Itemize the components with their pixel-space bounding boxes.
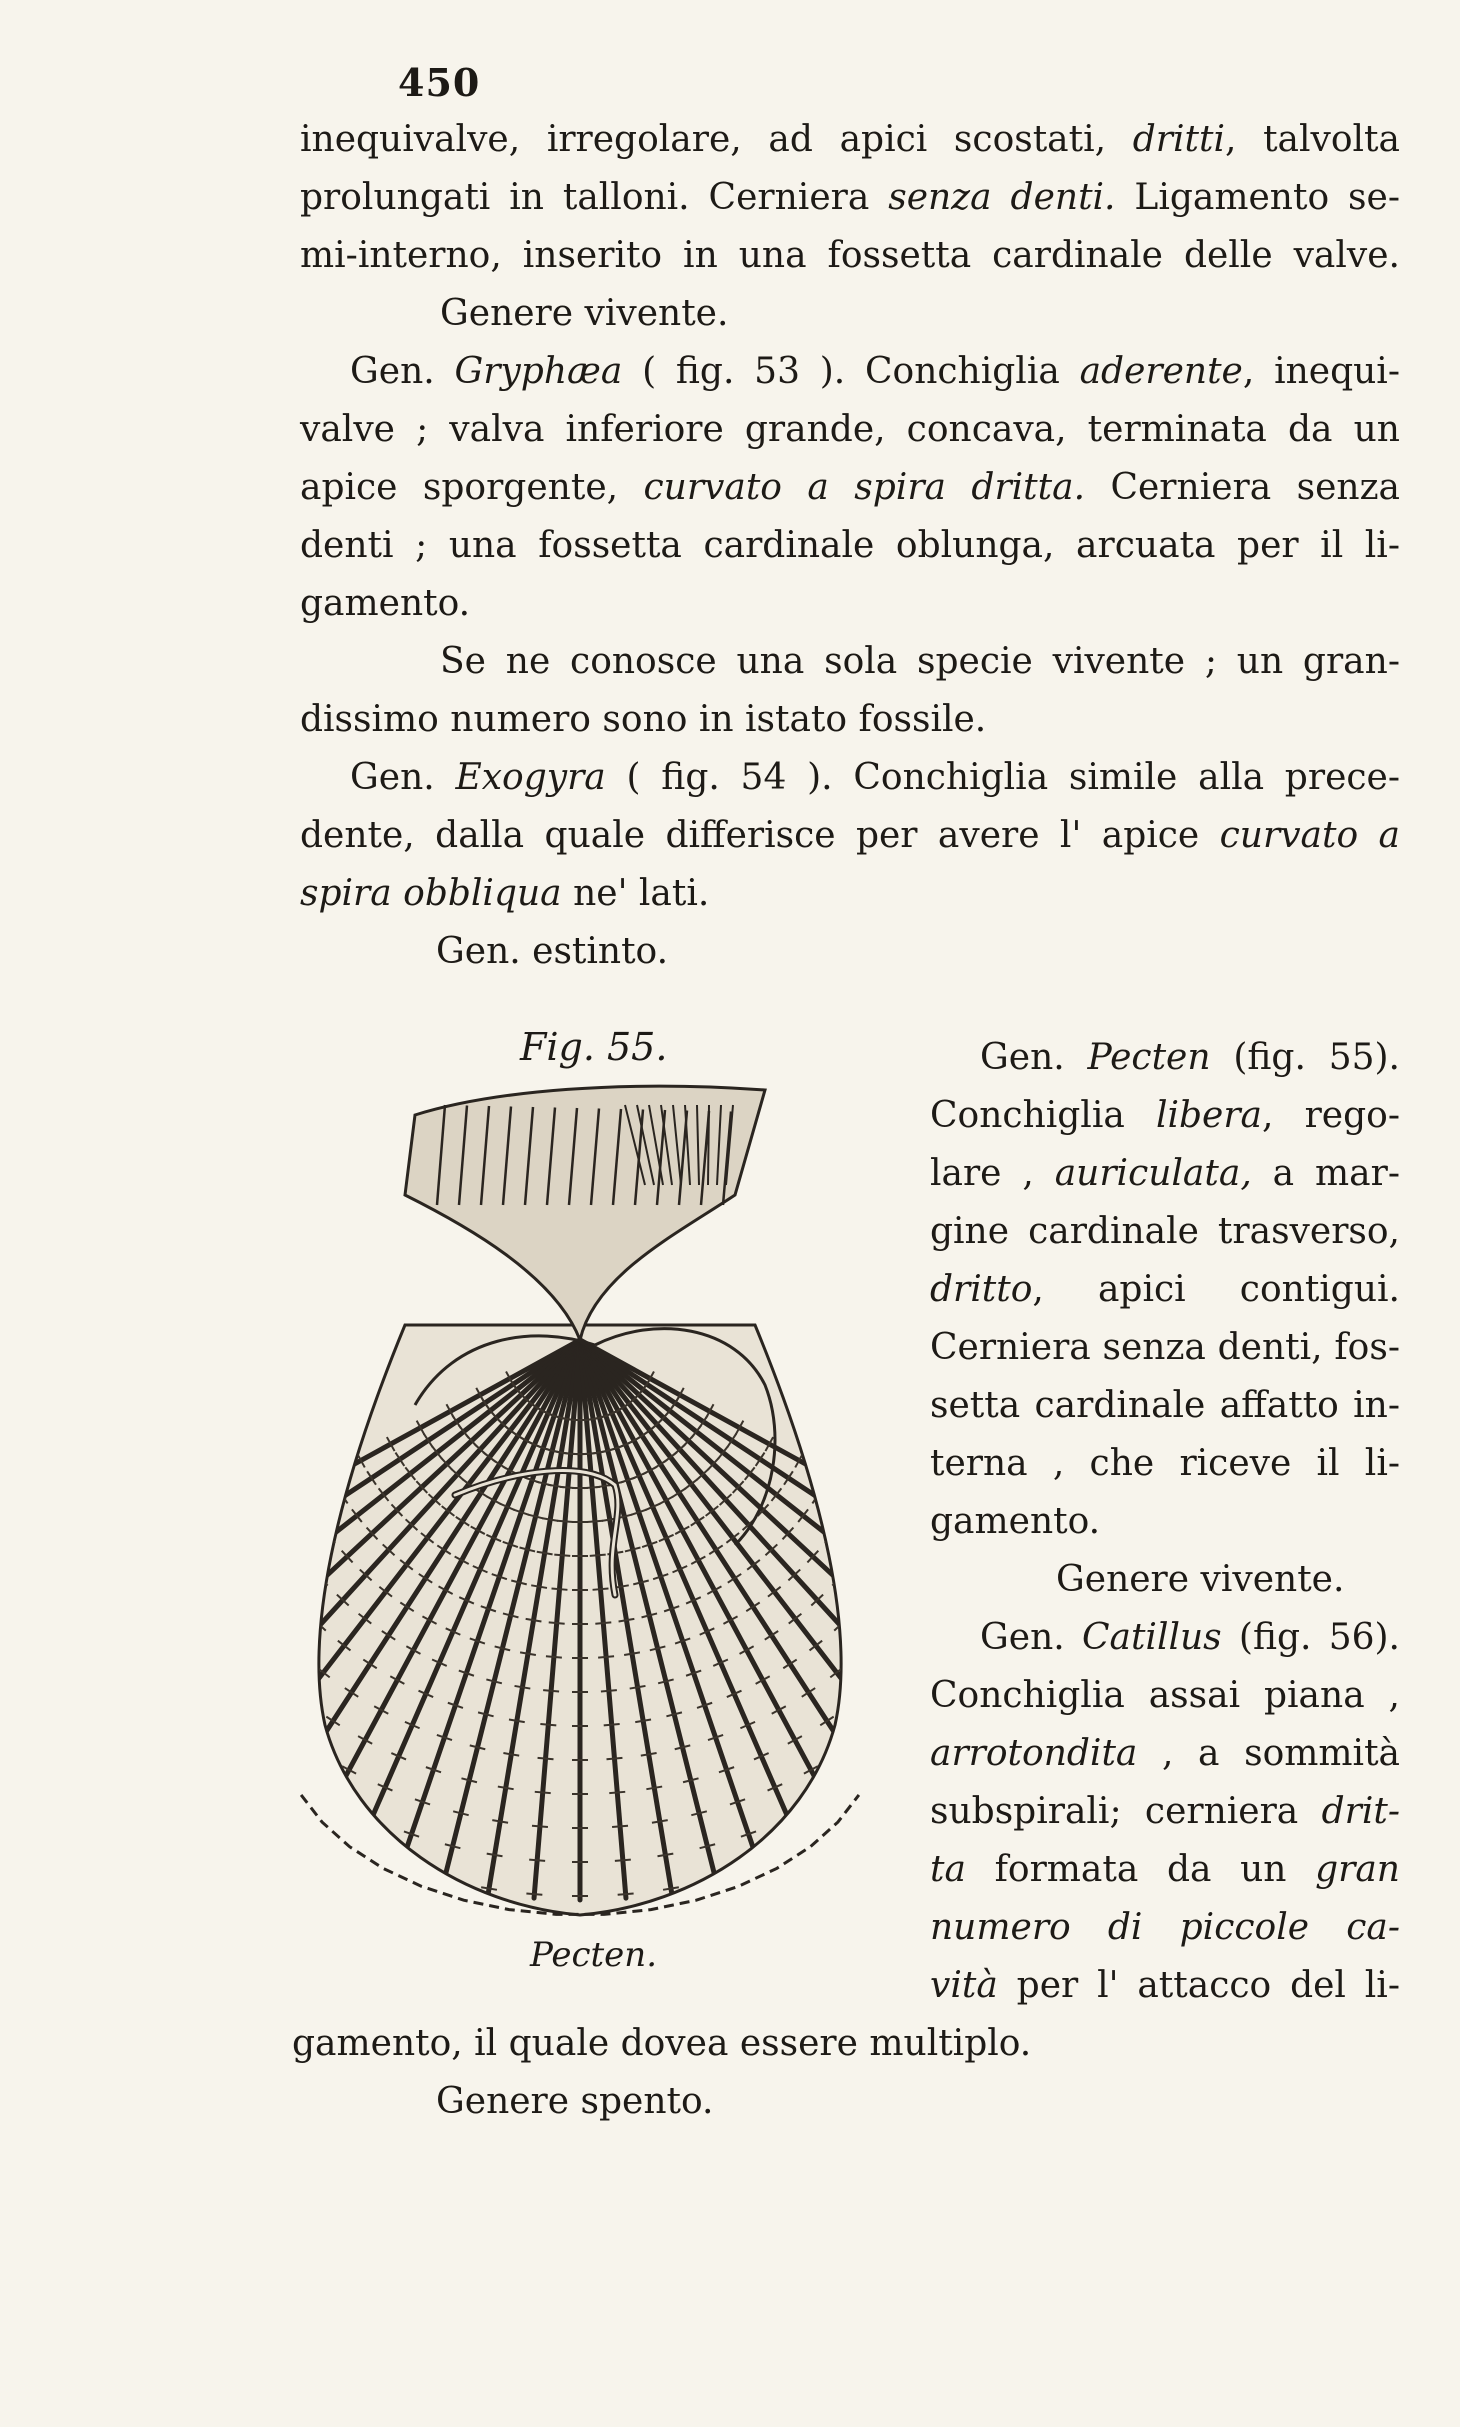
- text-line: mi-interno, inserito in una fossetta cardinale delle valve.: [300, 235, 1400, 276]
- text-line: Conchiglia assai piana ,: [930, 1675, 1400, 1716]
- text-line: dissimo numero sono in istato fossile.: [300, 699, 987, 740]
- text-line: dente, dalla quale differisce per avere l' apice curvato a: [300, 815, 1400, 856]
- text-line: Gen. Pecten (fig. 55).: [980, 1037, 1400, 1078]
- text-line: Genere vivente.: [1056, 1559, 1345, 1600]
- text-line: dritto, apici contigui.: [930, 1269, 1400, 1310]
- text-line: setta cardinale affatto in-: [930, 1385, 1400, 1426]
- pecten-shell-illustration: [295, 1075, 865, 1935]
- text-line: gamento.: [930, 1501, 1101, 1542]
- text-line: Genere spento.: [436, 2081, 714, 2122]
- text-line: vità per l' attacco del li-: [930, 1965, 1400, 2006]
- text-line: Gen. Exogyra ( fig. 54 ). Conchiglia simile alla prece-: [350, 757, 1400, 798]
- text-line: gamento, il quale dovea essere multiplo.: [292, 2023, 1032, 2064]
- figure-caption: Fig. 55.: [520, 1025, 668, 1069]
- text-line: denti ; una fossetta cardinale oblunga, arcuata per il li-: [300, 525, 1400, 566]
- text-line: spira obbliqua ne' lati.: [300, 873, 710, 914]
- scallop-shell-icon: [295, 1075, 865, 1935]
- text-line: ta formata da un gran: [930, 1849, 1400, 1890]
- text-line: gamento.: [300, 583, 471, 624]
- text-line: Gen. Gryphæa ( fig. 53 ). Conchiglia aderente, inequi-: [350, 351, 1400, 392]
- text-line: valve ; valva inferiore grande, concava, terminata da un: [300, 409, 1400, 450]
- text-line: Gen. estinto.: [436, 931, 669, 972]
- text-line: subspirali; cerniera drit-: [930, 1791, 1400, 1832]
- text-line: Cerniera senza denti, fos-: [930, 1327, 1400, 1368]
- text-line: Se ne conosce una sola specie vivente ; un gran-: [440, 641, 1400, 682]
- text-line: inequivalve, irregolare, ad apici scostati, dritti, talvolta: [300, 119, 1400, 160]
- text-line: arrotondita , a sommità: [930, 1733, 1400, 1774]
- text-line: numero di piccole ca-: [930, 1907, 1400, 1948]
- page-number: 450: [398, 60, 481, 105]
- text-line: Conchiglia libera, rego-: [930, 1095, 1400, 1136]
- text-line: apice sporgente, curvato a spira dritta. Cerniera senza: [300, 467, 1401, 508]
- text-line: Gen. Catillus (fig. 56).: [980, 1617, 1400, 1658]
- text-line: terna , che riceve il li-: [930, 1443, 1400, 1484]
- text-line: lare , auriculata, a mar-: [930, 1153, 1400, 1194]
- text-line: prolungati in talloni. Cerniera senza denti. Ligamento se-: [300, 177, 1400, 218]
- text-line: gine cardinale trasverso,: [930, 1211, 1400, 1252]
- text-line: Genere vivente.: [440, 293, 729, 334]
- figure-label: Pecten.: [530, 1935, 658, 1975]
